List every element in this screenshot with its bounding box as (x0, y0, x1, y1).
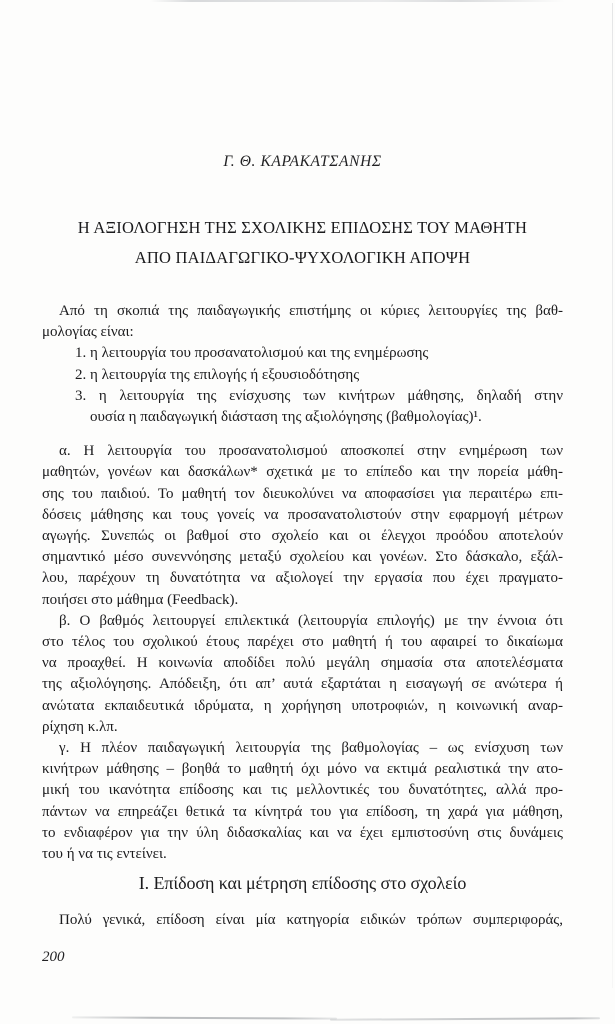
text-line: δόσεις μάθησης και τους γονείς να προσανατολιστούν στην εφαρμογή μέτρων (42, 506, 563, 523)
scan-top-edge-artifact (150, 0, 565, 2)
text-line: μαθητών, γονέων και δασκάλων* σχετικά με το επίπεδο και την πορεία μάθη- (42, 464, 563, 481)
page-title (42, 213, 563, 273)
section-heading: I. Επίδοση και μέτρηση επίδοσης στο σχολείο (138, 873, 467, 894)
text-line: ρίχηση κ.λπ. (42, 718, 118, 735)
author-line: Γ. Θ. ΚΑΡΑΚΑΤΣΑΝΗΣ (223, 153, 382, 170)
text-line: λου, παρέχουν τη δυνατότητα να αξιολογεί την εργασία που έχει πραγματο- (42, 570, 563, 587)
text-line: στο τέλος του σχολικού έτους παρέχει στο μαθητή ή του αφαιρεί το δικαίωμα (42, 634, 563, 651)
title-line-2: ΑΠΟ ΠΑΙΔΑΓΩΓΙΚΟ-ΨΥΧΟΛΟΓΙΚΗ ΑΠΟΨΗ (134, 248, 471, 267)
list-item: 3. η λειτουργία της ενίσχυσης των κινήτρων μάθησης, δηλαδή στην (75, 387, 563, 404)
paragraph-closing (42, 910, 563, 931)
paragraph-intro (42, 301, 563, 343)
text-line: πάντων να επηρεάζει θετικά τα κίνητρά του για επίδοση, τη χαρά για μάθηση, (42, 803, 563, 820)
scan-right-edge-artifact (612, 3, 613, 988)
scan-bottom-shadow (72, 1016, 337, 1020)
text-line: α. Η λειτουργία του προσανατολισμού αποσκοπεί στην ενημέρωση των (59, 443, 563, 460)
text-line: β. Ο βαθμός λειτουργεί επιλεκτικά (λειτουργία επιλογής) με την έννοια ότι (59, 612, 563, 629)
paragraph-c (42, 738, 563, 865)
text-line: κινήτρων μάθησης – βοηθά το μαθητή όχι μόνο να εκτιμά ρεαλιστικά την ατο- (42, 761, 563, 778)
list-item: 1. η λειτουργία του προσανατολισμού και της ενημέρωσης (75, 345, 429, 362)
text-line: του ή να τις εντείνει. (42, 846, 167, 863)
text-line: γ. Η πλέον παιδαγωγική λειτουργία της βαθμολογίας – ως ενίσχυση των (59, 740, 563, 757)
text-line: Από τη σκοπιά της παιδαγωγικής επιστήμης οι κύριες λειτουργίες της βαθ- (59, 303, 563, 319)
text-line: ποιήσει στο μάθημα (Feedback). (42, 591, 239, 608)
text-line: μολογίας είναι: (42, 324, 134, 341)
text-line: να προαχθεί. Η κοινωνία αποδίδει πολύ μεγάλη σημασία στα αποτελέσματα (42, 655, 563, 672)
text-line: το ενδιαφέρον για την ύλη διδασκαλίας και να έχει εμπιστοσύνη στις δυνάμεις (42, 824, 563, 841)
text-line: σημαντικό μέσο συνεννόησης μεταξύ σχολείου και γονέων. Στο δάσκαλο, εξάλ- (42, 549, 563, 566)
list-item: 2. η λειτουργία της επιλογής ή εξουσιοδότησης (75, 366, 360, 383)
text-line: Πολύ γενικά, επίδοση είναι μία κατηγορία ειδικών τρόπων συμπεριφοράς, (59, 912, 563, 929)
body-text-column (42, 301, 563, 931)
paragraph-a (42, 441, 563, 611)
text-line: σης του παιδιού. Το μαθητή τον διευκολύνει να αποφασίσει για περαιτέρω επι- (42, 485, 563, 502)
scan-bottom-shadow (330, 1017, 600, 1021)
page-number: 200 (42, 949, 65, 965)
text-line: μική του ικανότητα επίδοσης και τις μελλοντικές του δυνατότητες, αλλά προ- (42, 782, 563, 799)
text-line: αγωγής. Συνεπώς οι βαθμοί στο σχολείο και οι έλεγχοι προόδου αποτελούν (42, 528, 563, 545)
paragraph-b (42, 611, 563, 738)
title-line-1: Η ΑΞΙΟΛΟΓΗΣΗ ΤΗΣ ΣΧΟΛΙΚΗΣ ΕΠΙΔΟΣΗΣ ΤΟΥ ΜΑΘΗΤΗ (77, 218, 528, 237)
text-line: ανώτατα εκπαιδευτικά ιδρύματα, η χορήγηση υποτροφιών, η κοινωνική αναρ- (42, 697, 563, 714)
text-line: της αξιολόγησης. Απόδειξη, ότι απ’ αυτά εξαρτάται η εισαγωγή σε ανώτερα ή (42, 676, 563, 693)
numbered-list (42, 343, 563, 428)
list-item-continuation: ουσία η παιδαγωγική διάσταση της αξιολόγησης (βαθμολογίας)¹. (90, 409, 482, 426)
